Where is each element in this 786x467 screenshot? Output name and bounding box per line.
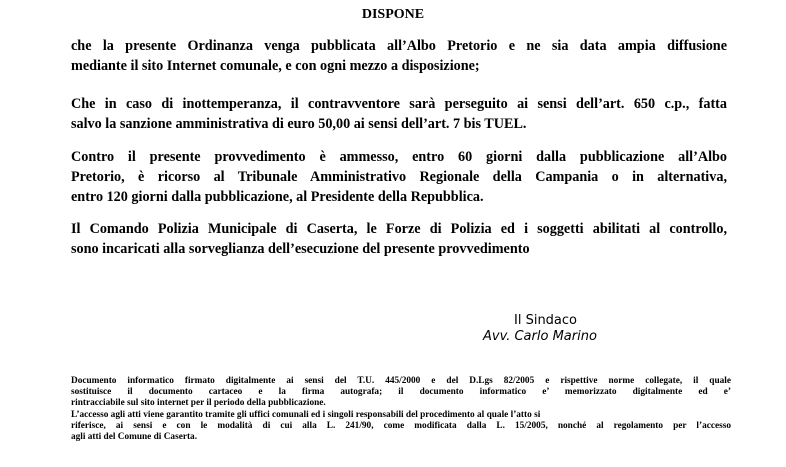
footer-line: agli atti del Comune di Caserta. xyxy=(71,432,198,443)
text-line: mediante il sito Internet comunale, e con ogni mezzo a disposizione; xyxy=(71,58,480,74)
paragraph-appeal xyxy=(71,147,727,207)
signature-title: Il Sindaco xyxy=(514,313,578,328)
text-line: sono incaricati alla sorveglianza dell’esecuzione del presente provvedimento xyxy=(71,241,530,257)
footer-line: L’accesso agli atti viene garantito tramite gli uffici comunali ed i singoli responsabili del procedimento al quale l’atto si xyxy=(71,409,541,420)
paragraph-enforcement xyxy=(71,219,727,259)
section-heading: DISPONE xyxy=(361,7,425,22)
legal-footer xyxy=(71,376,731,443)
text-line: entro 120 giorni dalla pubblicazione, al Presidente della Repubblica. xyxy=(71,189,484,205)
footer-line: riferisce, ai sensi e con le modalità di cui alla L. 241/90, come modificata dalla L. 15/2005, nonché al regolamento per l’accesso xyxy=(71,420,731,431)
text-line: salvo la sanzione amministrativa di euro 50,00 ai sensi dell’art. 7 bis TUEL. xyxy=(71,116,527,132)
paragraph-penalty xyxy=(71,94,727,134)
signature-name: Avv. Carlo Marino xyxy=(483,329,597,344)
paragraph-publication xyxy=(71,36,727,76)
text-line: Che in caso di inottemperanza, il contravventore sarà perseguito ai sensi dell’art. 650 c.p., fatta xyxy=(71,96,727,112)
footer-line: Documento informatico firmato digitalmente ai sensi del T.U. 445/2000 e del D.Lgs 82/2005 e rispettive norme collegate, il quale xyxy=(71,376,731,386)
footer-line: rintracciabile sul sito internet per il periodo della pubblicazione. xyxy=(71,398,326,409)
text-line: che la presente Ordinanza venga pubblicata all’Albo Pretorio e ne sia data ampia diffusione xyxy=(71,38,727,54)
footer-line: sostituisce il documento cartaceo e la firma autografa; il documento informatico e’ memorizzato digitalmente ed e’ xyxy=(71,387,731,398)
text-line: Contro il presente provvedimento è ammesso, entro 60 giorni dalla pubblicazione all’Albo xyxy=(71,149,727,165)
text-line: Pretorio, è ricorso al Tribunale Amministrativo Regionale della Campania o in alternativa, xyxy=(71,169,727,185)
text-line: Il Comando Polizia Municipale di Caserta, le Forze di Polizia ed i soggetti abilitati al controllo, xyxy=(71,221,727,237)
